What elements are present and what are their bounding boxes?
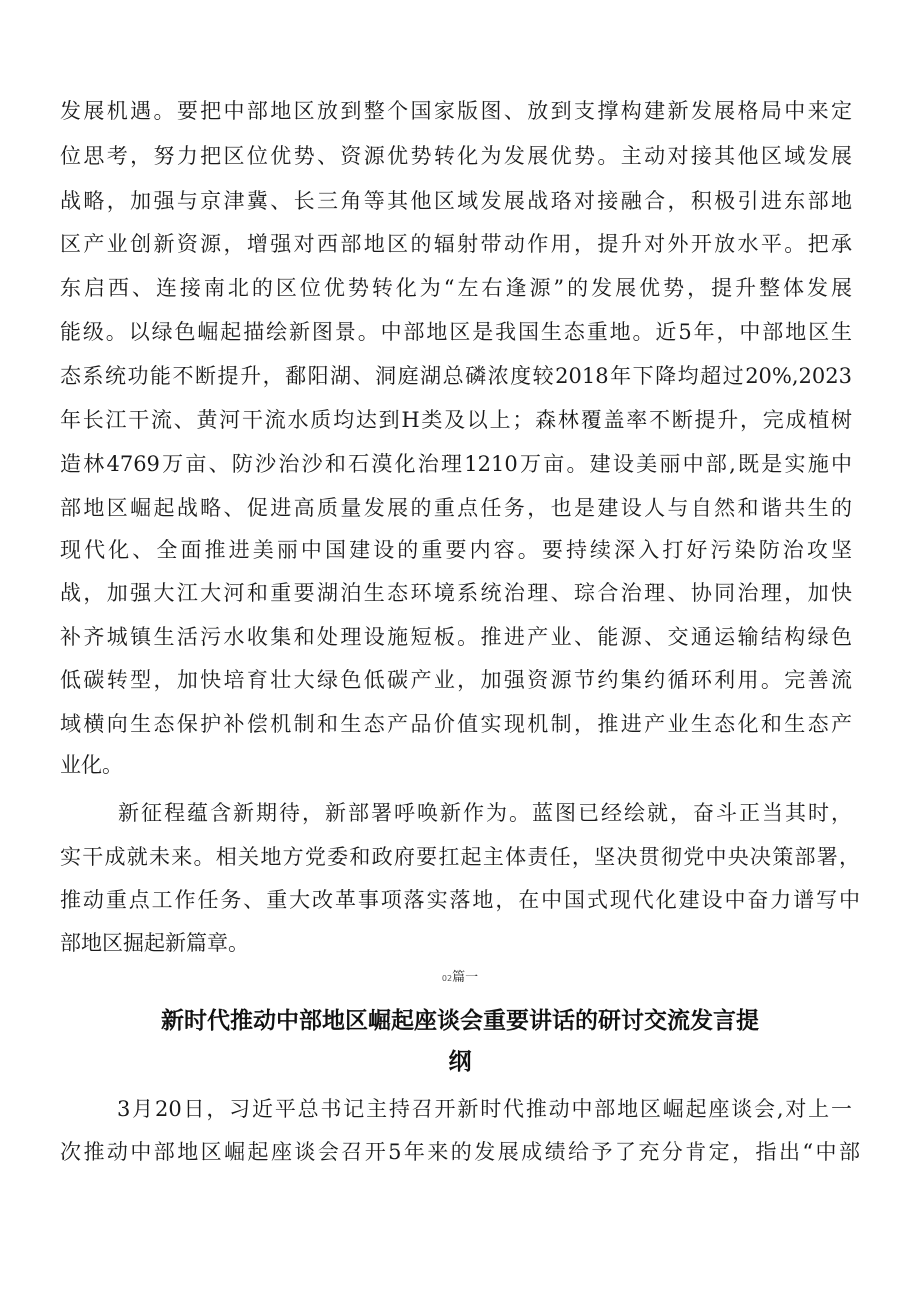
paragraph-line: 能级。以绿色崛起描绘新图景。中部地区是我国生态重地。近5年，中部地区生 <box>60 320 852 344</box>
paragraph-line: 实干成就未来。相关地方党委和政府要扛起主体责任，坚决贯彻党中央决策部署， <box>60 845 860 869</box>
paragraph-line: 造林4769万亩、防沙治沙和石漠化治理1210万亩。建设美丽中部,既是实施中 <box>60 452 852 476</box>
section-separator <box>0 970 920 987</box>
paragraph-line: 低碳转型，加快培育壮大绿色低碳产业，加强资源节约集约循环利用。完善流 <box>60 668 852 692</box>
paragraph-line: 次推动中部地区崛起座谈会召开5年来的发展成绩给予了充分肯定，指出“中部 <box>60 1140 860 1164</box>
paragraph-line: 战略，加强与京津冀、长三角等其他区域发展战珞对接融合，积极引进东部地 <box>60 189 852 213</box>
paragraph-line: 现代化、全面推进美丽中国建设的重要内容。要持续深入打好污染防治攻坚 <box>60 538 852 562</box>
paragraph-line: 部地区掘起新篇章。 <box>60 931 249 955</box>
paragraph-line: 态系统功能不断提升，鄱阳湖、洞庭湖总磷浓度较2018年下降均超过20%,2023 <box>60 364 852 388</box>
article-title-continuation: 纲 <box>448 1049 472 1075</box>
paragraph-line: 战，加强大江大河和重要湖泊生态环境系统治理、琮合治理、协同治理，加快 <box>60 581 852 605</box>
separator-tag: 02 <box>441 974 453 983</box>
paragraph-line: 业化。 <box>60 753 123 777</box>
paragraph-line: 年长江干流、黄河干流水质均达到H类及以上；森林覆盖率不断提升，完成植树 <box>60 408 852 432</box>
paragraph-line: 补齐城镇生活污水收集和处理设施短板。推进产业、能源、交通运输结构绿色 <box>60 625 852 649</box>
paragraph-line: 3月20日，习近平总书记主持召开新时代推动中部地区崛起座谈会,对上一 <box>117 1097 852 1121</box>
paragraph-line: 部地区崛起战略、促进高质量发展的重点任务，也是建设人与自然和谐共生的 <box>60 496 852 520</box>
article-title: 新时代推动中部地区崛起座谈会重要讲话的研讨交流发言提 <box>161 1008 759 1034</box>
paragraph-line: 发展机遇。要把中部地区放到整个国家版图、放到支撑构建新发展格局中来定 <box>60 99 852 123</box>
paragraph-line: 区产业创新资源，增强对西部地区的辐射带动作用，提升对外开放水平。把承 <box>60 232 852 256</box>
separator-label: 篇一 <box>452 970 479 985</box>
paragraph-line: 位思考，努力把区位优势、资源优势转化为发展优势。主动对接其他区域发展 <box>60 144 852 168</box>
paragraph-line: 推动重点工作任务、重大改革事项落实落地，在中国式现代化建设中奋力谱写中 <box>60 888 860 912</box>
paragraph-line: 东启西、连接南北的区位优势转化为“左右逢源”的发展优势，提升整体发展 <box>60 276 852 300</box>
paragraph-line: 域横向生态保护补偿机制和生态产品价值实现机制，推进产业生态化和生态产 <box>60 712 852 736</box>
paragraph-line: 新征程蕴含新期待，新部署呼唤新作为。蓝图已经绘就，奋斗正当其时， <box>118 801 852 825</box>
